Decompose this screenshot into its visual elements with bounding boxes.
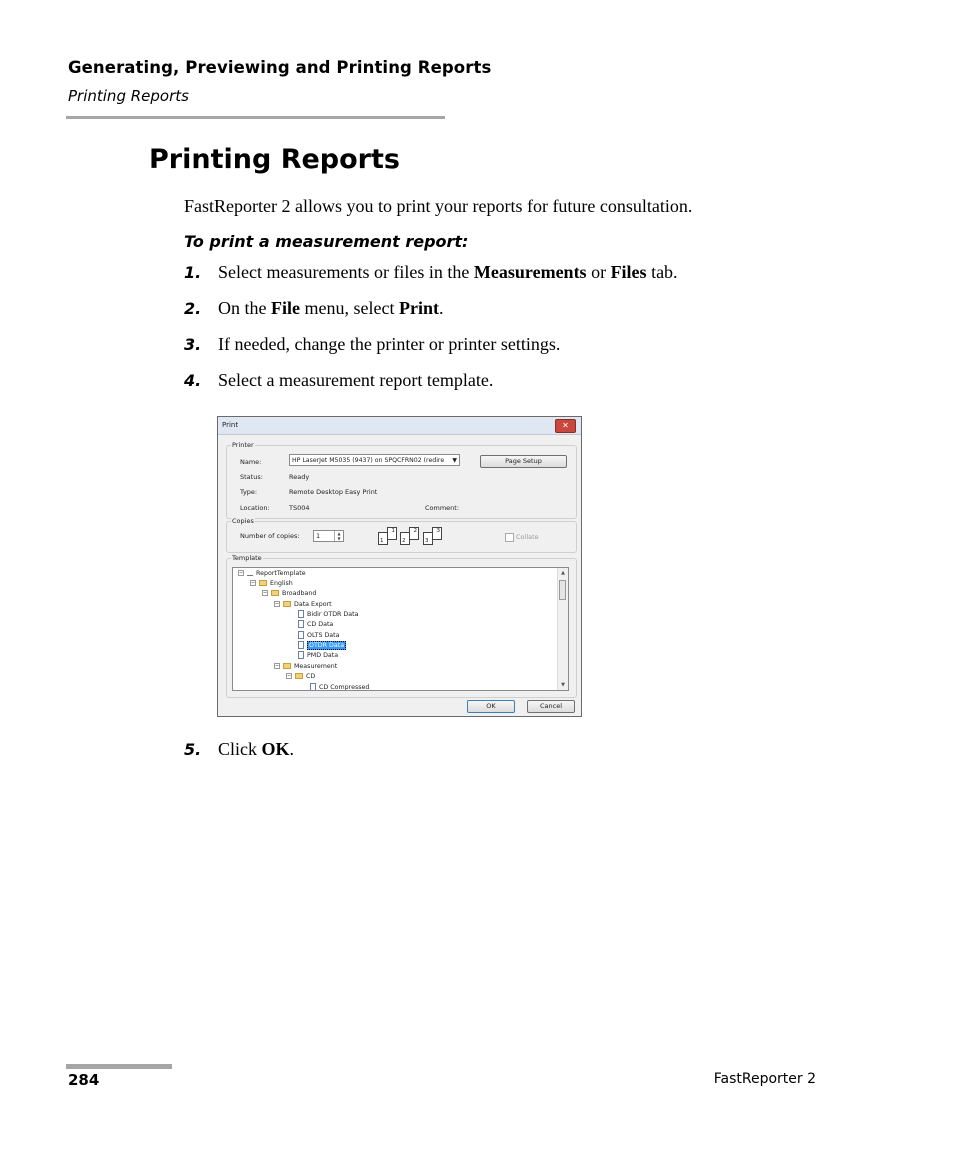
collapse-icon[interactable]: −	[251, 580, 256, 586]
step-text: .	[438, 298, 444, 318]
type-label: Type:	[240, 488, 258, 496]
step-bold-term: Files	[610, 262, 647, 282]
step-number: 3.	[184, 335, 202, 354]
print-dialog	[217, 416, 582, 717]
tree-node-label: Measurement	[294, 663, 338, 670]
step-number: 2.	[184, 299, 202, 318]
tree-node[interactable]	[298, 620, 333, 629]
tree-node-label: CD Data	[307, 621, 334, 628]
template-file-icon	[298, 620, 304, 628]
template-group-label: Template	[232, 554, 262, 562]
dialog-title: Print	[222, 421, 239, 429]
printer-group-label: Printer	[232, 441, 254, 449]
header-rule	[66, 116, 445, 119]
folder-icon	[283, 663, 291, 669]
dialog-titlebar	[218, 417, 581, 435]
tree-node-label: CD	[306, 673, 316, 680]
step-bold-term: OK	[261, 739, 290, 759]
page-number: 3	[436, 528, 440, 534]
step-number: 5.	[184, 740, 202, 759]
step-text: .	[289, 739, 295, 759]
folder-icon	[271, 590, 279, 596]
tree-node[interactable]	[238, 569, 306, 578]
name-label: Name:	[240, 458, 262, 466]
step-bold-term: Measurements	[473, 262, 587, 282]
intro-paragraph: FastReporter 2 allows you to print your reports for future consultation.	[184, 196, 693, 216]
tree-node[interactable]	[286, 672, 315, 681]
step-text: Select measurements or files in the	[218, 262, 474, 282]
step-bold-term: Print	[398, 298, 439, 318]
close-icon[interactable]: ✕	[555, 419, 576, 433]
step-text: menu, select	[300, 298, 399, 318]
tree-node[interactable]	[298, 631, 339, 640]
collate-checkbox[interactable]	[505, 533, 514, 542]
procedure-title: To print a measurement report:	[184, 232, 469, 251]
footer-product-name: FastReporter 2	[713, 1071, 816, 1087]
spinner-arrows-icon[interactable]: ▲ ▼	[334, 531, 343, 541]
tree-node[interactable]	[274, 600, 332, 609]
status-label: Status:	[240, 473, 263, 481]
step-text: If needed, change the printer or printer settings.	[218, 334, 561, 354]
step-bold-term: File	[271, 298, 300, 318]
tree-node[interactable]	[262, 589, 316, 598]
template-file-icon	[298, 631, 304, 639]
page-number: 2	[413, 528, 417, 534]
tree-node-label: OTDR Data	[309, 642, 345, 649]
tree-node-label: Broadband	[282, 590, 317, 597]
tree-node[interactable]	[298, 610, 358, 619]
collapse-icon[interactable]: −	[263, 590, 268, 596]
tree-node-label: ReportTemplate	[256, 570, 306, 577]
copies-group-label: Copies	[232, 517, 254, 525]
collapse-icon[interactable]: −	[287, 673, 292, 679]
step-text: Select a measurement report template.	[218, 370, 494, 390]
tree-node-selected[interactable]	[298, 641, 346, 650]
step-text: tab.	[646, 262, 678, 282]
template-file-icon	[298, 610, 304, 618]
copies-label: Number of copies:	[240, 532, 300, 540]
template-tree[interactable]	[232, 567, 569, 691]
tree-node[interactable]	[274, 662, 337, 671]
step-text: Click	[218, 739, 262, 759]
scrollbar-thumb[interactable]	[559, 580, 566, 600]
ok-button[interactable]: OK	[467, 700, 515, 713]
section-subtitle: Printing Reports	[68, 87, 189, 105]
scroll-down-icon[interactable]: ▼	[561, 682, 565, 688]
collate-page-icon	[409, 527, 419, 540]
collate-page-icon	[387, 527, 397, 540]
page-number: 1	[391, 528, 395, 534]
tree-node-label: PMD Data	[307, 652, 339, 659]
tree-node-label: English	[270, 580, 293, 587]
page-number: 2	[402, 538, 406, 544]
collapse-icon[interactable]: −	[275, 663, 280, 669]
tree-node-label: CD Compressed	[319, 684, 370, 691]
tree-node-label: Data Export	[294, 601, 332, 608]
step-text: or	[586, 262, 611, 282]
tree-node-label: OLTS Data	[307, 632, 340, 639]
folder-icon	[259, 580, 267, 586]
type-value: Remote Desktop Easy Print	[289, 488, 378, 496]
folder-icon	[247, 570, 253, 576]
tree-scrollbar[interactable]	[557, 568, 568, 690]
chapter-title: Generating, Previewing and Printing Reports	[68, 58, 492, 77]
tree-node[interactable]	[298, 651, 338, 660]
chevron-down-icon: ▼	[452, 457, 457, 464]
status-value: Ready	[289, 473, 310, 481]
page-number: 1	[380, 538, 384, 544]
page-number: 284	[68, 1071, 100, 1089]
cancel-button[interactable]: Cancel	[527, 700, 575, 713]
step-number: 1.	[184, 263, 202, 282]
collate-page-icon	[432, 527, 442, 540]
step-number: 4.	[184, 371, 202, 390]
tree-node-label: Bidir OTDR Data	[307, 611, 359, 618]
step-text: On the	[218, 298, 271, 318]
comment-label: Comment:	[425, 504, 460, 512]
printer-name-select[interactable]	[289, 454, 460, 466]
copies-stepper[interactable]	[313, 530, 344, 542]
collapse-icon[interactable]: −	[239, 570, 244, 576]
scroll-up-icon[interactable]: ▲	[561, 570, 565, 576]
location-value: TS004	[289, 504, 310, 512]
tree-node[interactable]	[250, 579, 293, 588]
page-title: Printing Reports	[149, 144, 400, 175]
template-file-icon	[310, 683, 316, 691]
collapse-icon[interactable]: −	[275, 601, 280, 607]
collate-label: Collate	[516, 533, 539, 541]
printer-name-value: HP LaserJet M5035 (9437) on SPQCFRN02 (redire	[292, 457, 445, 464]
page-setup-button[interactable]: Page Setup	[480, 455, 567, 468]
folder-icon	[283, 601, 291, 607]
template-file-icon	[298, 651, 304, 659]
copies-value: 1	[316, 532, 321, 540]
tree-node[interactable]	[310, 683, 369, 691]
location-label: Location:	[240, 504, 270, 512]
template-file-icon	[298, 641, 304, 649]
folder-icon	[295, 673, 303, 679]
footer-rule	[66, 1064, 172, 1069]
page-number: 3	[425, 538, 429, 544]
